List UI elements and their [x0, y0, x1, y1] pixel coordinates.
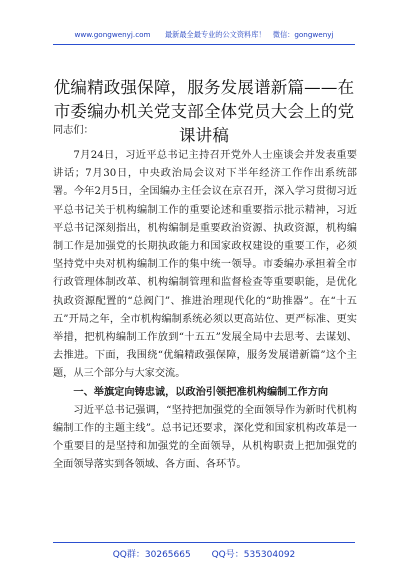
page-header: www.gongwenyj.com 最新最全最专业的公文资料库！ 微信：gongwenyj [74, 30, 334, 39]
greeting: 同志们： [53, 125, 94, 136]
document-title: 优编精政强保障，服务发展谱新篇——在市委编办机关党支部全体党员大会上的党课讲稿 [53, 78, 355, 145]
header-divider [53, 44, 355, 45]
section-heading: 一、举旗定向铸忠诚，以政治引领把准机构编制工作方向 [73, 386, 329, 398]
qq-group: QQ群：30265665 [112, 550, 191, 560]
footer-divider [53, 542, 355, 543]
body-paragraph: 习近平总书记强调，“坚持把加强党的全面领导作为新时代机构编制工作的主题主线”。总书记还要求，深化党和国家机构改革是一个重要目的是坚持和加强党的全面领导，从机构职责上把加强党的全面领导落实到各领域、各方面、各环节。 [53, 404, 357, 471]
qq-number: QQ号：535304092 [211, 550, 296, 560]
page-footer [0, 547, 408, 560]
body-paragraph: 7月24日，习近平总书记主持召开党外人士座谈会并发表重要讲话；7月30日，中央政治局会议对下半年经济工作作出系统部署。今年2月5日，全国编办主任会议在京召开，深入学习贯彻习近平总书记关于机构编制工作的重要论述和重要指示批示精神，习近平总书记深刻指出，机构编制是重要政治资源、执政资源，机构编制工作是加强党的长期执政能力和国家政权建设的重要工作，必须坚持党中央对机构编制工作的集中统一领导。市委编办承担着全市行政管理体制改革、机构编制管理和监督检查等重要职能，是优化执政资源配置的“总阀门”、推进治理现代化的“助推器”。在“十五五”开局之年，全市机构编制系统必须以更高站位、更严标准、更实举措，把机构编制工作放到“十五五”发展全局中去思考、去谋划、去推进。下面，我围绕“优编精政强保障，服务发展谱新篇”这个主题，从三个部分与大家交流。 [53, 150, 357, 380]
document-body [53, 147, 357, 475]
